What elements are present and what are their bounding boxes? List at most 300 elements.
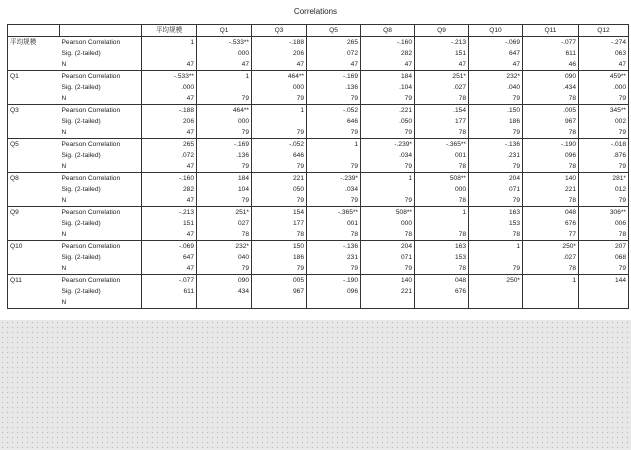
statistic-label: N	[60, 297, 142, 309]
table-cell: 78	[523, 195, 579, 207]
column-header: Q1	[197, 25, 252, 37]
table-row	[8, 161, 629, 173]
table-cell: 163	[469, 207, 523, 219]
table-cell: 072	[307, 48, 361, 59]
table-cell: 47	[252, 59, 307, 71]
row-variable-label: Q1	[8, 71, 60, 83]
table-cell	[523, 297, 579, 309]
statistic-label: Sig. (2-tailed)	[61, 152, 101, 159]
table-cell: 151	[415, 48, 469, 59]
row-variable-label	[8, 218, 60, 229]
table-row	[8, 71, 629, 83]
table-cell: 78	[415, 229, 469, 241]
table-cell: 206	[142, 116, 197, 127]
statistic-label: Sig. (2-tailed)	[61, 254, 101, 261]
table-cell: 79	[469, 263, 523, 275]
table-cell: 79	[469, 93, 523, 105]
table-cell: 250*	[469, 275, 523, 287]
table-cell: 78	[523, 263, 579, 275]
table-cell: .034	[307, 184, 361, 195]
table-row	[8, 127, 629, 139]
row-variable-label: Q9	[8, 207, 60, 219]
table-cell: 048	[415, 275, 469, 287]
table-cell: 611	[142, 286, 197, 297]
table-cell: 79	[579, 195, 629, 207]
table-cell: 508**	[361, 207, 415, 219]
table-cell: 000	[415, 184, 469, 195]
row-variable-label	[8, 59, 60, 71]
table-cell: 1	[307, 139, 361, 151]
table-cell: .034	[361, 150, 415, 161]
table-cell: 78	[307, 229, 361, 241]
statistic-label: Pearson Correlation	[61, 107, 121, 114]
table-cell: 78	[415, 127, 469, 139]
table-cell: .000	[579, 82, 629, 93]
table-cell	[252, 116, 307, 127]
statistic-label: Sig. (2-tailed)	[61, 220, 101, 227]
table-cell: 096	[307, 286, 361, 297]
table-cell: 79	[307, 195, 361, 207]
table-cell: 78	[523, 93, 579, 105]
table-cell: 79	[579, 263, 629, 275]
table-cell: .221	[361, 105, 415, 117]
row-variable-label: Q11	[8, 275, 60, 287]
table-cell: .104	[361, 82, 415, 93]
table-cell	[142, 48, 197, 59]
table-cell: 78	[197, 229, 252, 241]
column-header: 平均规模	[142, 25, 197, 37]
row-variable-label: Q8	[8, 173, 60, 185]
table-cell: 306**	[579, 207, 629, 219]
table-cell: 150	[252, 241, 307, 253]
table-cell: 47	[142, 127, 197, 139]
table-cell: 78	[469, 229, 523, 241]
table-row	[8, 173, 629, 185]
table-cell: 79	[579, 127, 629, 139]
table-cell: 1	[142, 37, 197, 49]
table-cell: 204	[361, 241, 415, 253]
table-cell: -.533**	[142, 71, 197, 83]
statistic-label: N	[60, 229, 142, 241]
table-cell: 78	[523, 127, 579, 139]
table-cell: -.213	[415, 37, 469, 49]
table-cell: 232*	[469, 71, 523, 83]
table-cell: 265	[307, 37, 361, 49]
table-cell: 47	[579, 59, 629, 71]
table-cell: .000	[142, 82, 197, 93]
table-cell: 79	[361, 127, 415, 139]
table-cell: 001	[307, 218, 361, 229]
statistic-label: Sig. (2-tailed)	[61, 84, 101, 91]
table-cell: -.052	[252, 139, 307, 151]
table-cell: 79	[252, 93, 307, 105]
statistic-label: Pearson Correlation	[61, 141, 121, 148]
table-cell: 002	[579, 116, 629, 127]
statistic-label: Sig. (2-tailed)	[61, 288, 101, 295]
table-cell: 071	[361, 252, 415, 263]
table-cell: 47	[197, 59, 252, 71]
table-cell: 012	[579, 184, 629, 195]
table-cell: 000	[252, 82, 307, 93]
table-cell: -.160	[361, 37, 415, 49]
table-cell	[142, 297, 197, 309]
table-cell: 79	[361, 263, 415, 275]
table-cell: 77	[523, 229, 579, 241]
table-cell: -.160	[142, 173, 197, 185]
table-cell: 068	[579, 252, 629, 263]
table-cell: 434	[197, 286, 252, 297]
statistic-label: Pearson Correlation	[61, 243, 121, 250]
table-cell: 459**	[579, 71, 629, 83]
table-cell: 79	[469, 161, 523, 173]
statistic-label: Pearson Correlation	[61, 39, 121, 46]
table-row	[8, 241, 629, 253]
table-cell: 676	[523, 218, 579, 229]
table-cell: .150	[469, 105, 523, 117]
table-cell: -.188	[142, 105, 197, 117]
table-cell: 647	[142, 252, 197, 263]
table-cell: 46	[523, 59, 579, 71]
table-cell: 144	[579, 275, 629, 287]
table-cell: 47	[142, 195, 197, 207]
table-cell: 221	[523, 184, 579, 195]
table-row	[8, 195, 629, 207]
table-cell: 177	[252, 218, 307, 229]
table-cell: 79	[197, 195, 252, 207]
header-row	[8, 25, 629, 37]
table-cell: 464**	[252, 71, 307, 83]
table-row	[8, 207, 629, 219]
table-cell: 221	[361, 286, 415, 297]
statistic-label: N	[60, 263, 142, 275]
table-cell: 232*	[197, 241, 252, 253]
statistic-label: N	[60, 93, 142, 105]
table-cell: 47	[361, 59, 415, 71]
table-cell: 78	[252, 229, 307, 241]
empty-area	[0, 320, 631, 450]
table-cell	[197, 82, 252, 93]
table-cell: 78	[415, 263, 469, 275]
table-cell	[252, 297, 307, 309]
table-cell: .027	[415, 82, 469, 93]
table-cell: -.018	[579, 139, 629, 151]
table-cell	[307, 297, 361, 309]
table-cell	[361, 184, 415, 195]
table-cell	[523, 286, 579, 297]
table-cell: 000	[197, 116, 252, 127]
table-cell: 1	[361, 173, 415, 185]
table-cell: 611	[523, 48, 579, 59]
table-cell: 79	[252, 127, 307, 139]
column-header: Q12	[579, 25, 629, 37]
column-header: Q5	[307, 25, 361, 37]
table-row	[8, 275, 629, 287]
table-cell: 508**	[415, 173, 469, 185]
table-row	[8, 139, 629, 151]
table-cell: 251*	[197, 207, 252, 219]
table-cell: 005	[252, 275, 307, 287]
table-cell: -.190	[523, 139, 579, 151]
row-variable-label	[8, 297, 60, 309]
table-row	[8, 59, 629, 71]
table-cell: 646	[307, 116, 361, 127]
table-cell: 47	[142, 229, 197, 241]
table-cell	[415, 218, 469, 229]
row-variable-label	[8, 252, 60, 263]
table-cell: 001	[415, 150, 469, 161]
table-cell: 184	[361, 71, 415, 83]
statistic-label: Sig. (2-tailed)	[61, 186, 101, 193]
row-variable-label: Q10	[8, 241, 60, 253]
table-cell: 153	[469, 218, 523, 229]
table-cell: 048	[523, 207, 579, 219]
column-header: Q9	[415, 25, 469, 37]
table-cell: -.365**	[415, 139, 469, 151]
table-row	[8, 116, 629, 127]
table-cell: 1	[197, 71, 252, 83]
table-cell: 063	[579, 48, 629, 59]
statistic-label: Sig. (2-tailed)	[61, 118, 101, 125]
table-row	[8, 286, 629, 297]
row-variable-label: Q3	[8, 105, 60, 117]
table-cell: 79	[307, 161, 361, 173]
row-variable-label	[8, 48, 60, 59]
statistic-label: Pearson Correlation	[61, 209, 121, 216]
row-variable-label	[8, 93, 60, 105]
table-cell: 79	[307, 263, 361, 275]
table-cell: -.239*	[361, 139, 415, 151]
table-cell: .040	[469, 82, 523, 93]
table-cell: 47	[142, 59, 197, 71]
table-cell: 79	[252, 161, 307, 173]
table-row	[8, 37, 629, 49]
row-variable-label	[8, 263, 60, 275]
table-cell: 184	[197, 173, 252, 185]
row-variable-label	[8, 286, 60, 297]
table-row	[8, 150, 629, 161]
table-cell: 47	[142, 93, 197, 105]
table-cell	[469, 297, 523, 309]
table-cell: 78	[415, 161, 469, 173]
table-cell	[579, 297, 629, 309]
table-cell: 231	[307, 252, 361, 263]
table-row	[8, 297, 629, 309]
table-cell: -.533**	[197, 37, 252, 49]
statistic-label: N	[60, 195, 142, 207]
statistic-label: N	[60, 161, 142, 173]
statistic-label: N	[60, 59, 142, 71]
table-cell: 104	[197, 184, 252, 195]
row-variable-label	[8, 150, 60, 161]
table-cell: 177	[415, 116, 469, 127]
table-row	[8, 93, 629, 105]
table-cell: 186	[469, 116, 523, 127]
corner-cell	[60, 25, 142, 37]
table-cell: 47	[415, 59, 469, 71]
table-cell: -.069	[469, 37, 523, 49]
table-cell: 154	[252, 207, 307, 219]
row-variable-label	[8, 127, 60, 139]
table-cell: .136	[307, 82, 361, 93]
table-cell	[307, 150, 361, 161]
table-cell: 79	[361, 93, 415, 105]
table-cell: 250*	[523, 241, 579, 253]
table-cell: .072	[142, 150, 197, 161]
table-cell: 207	[579, 241, 629, 253]
table-cell	[415, 297, 469, 309]
table-cell: 221	[252, 173, 307, 185]
table-cell: 79	[579, 93, 629, 105]
table-cell: 78	[415, 93, 469, 105]
table-cell: 967	[252, 286, 307, 297]
table-cell	[361, 297, 415, 309]
statistic-label: Pearson Correlation	[61, 73, 121, 80]
statistic-label: Pearson Correlation	[61, 277, 121, 284]
table-cell: 163	[415, 241, 469, 253]
table-cell: .434	[523, 82, 579, 93]
table-row	[8, 218, 629, 229]
table-cell: 464**	[197, 105, 252, 117]
table-cell: 204	[469, 173, 523, 185]
table-cell: 79	[579, 161, 629, 173]
table-cell: 47	[469, 59, 523, 71]
table-cell: 282	[361, 48, 415, 59]
table-cell: -.365**	[307, 207, 361, 219]
table-cell: 79	[307, 127, 361, 139]
row-variable-label	[8, 161, 60, 173]
table-cell: 967	[523, 116, 579, 127]
table-cell	[469, 252, 523, 263]
row-variable-label: Q5	[8, 139, 60, 151]
row-variable-label	[8, 229, 60, 241]
table-cell: 282	[142, 184, 197, 195]
table-cell: 006	[579, 218, 629, 229]
table-cell: -.052	[307, 105, 361, 117]
table-cell: 1	[415, 207, 469, 219]
table-cell: 47	[142, 161, 197, 173]
table-cell: 79	[197, 263, 252, 275]
table-cell: 140	[523, 173, 579, 185]
table-cell: 79	[361, 195, 415, 207]
table-cell: 251*	[415, 71, 469, 83]
column-header: Q10	[469, 25, 523, 37]
table-cell: -.188	[252, 37, 307, 49]
table-cell: 1	[469, 241, 523, 253]
table-cell: -.136	[307, 241, 361, 253]
row-variable-label	[8, 82, 60, 93]
table-cell: 140	[361, 275, 415, 287]
table-cell: -.169	[307, 71, 361, 83]
table-cell: 79	[197, 93, 252, 105]
table-cell: 79	[252, 195, 307, 207]
row-variable-label	[8, 184, 60, 195]
column-header: Q8	[361, 25, 415, 37]
table-cell: -.169	[197, 139, 252, 151]
table-cell: 79	[252, 263, 307, 275]
table-cell: 000	[361, 218, 415, 229]
correlations-table	[7, 24, 629, 309]
table-cell: .050	[361, 116, 415, 127]
table-cell: 345**	[579, 105, 629, 117]
column-header: Q11	[523, 25, 579, 37]
table-cell: 096	[523, 150, 579, 161]
table-row	[8, 105, 629, 117]
table-cell: 206	[252, 48, 307, 59]
row-variable-label: 平均规模	[8, 37, 60, 49]
table-cell: 1	[252, 105, 307, 117]
statistic-label: Pearson Correlation	[61, 175, 121, 182]
table-cell: 646	[252, 150, 307, 161]
table-cell: 1	[523, 275, 579, 287]
table-cell: 79	[469, 195, 523, 207]
table-row	[8, 82, 629, 93]
table-cell: .231	[469, 150, 523, 161]
table-cell: 78	[415, 195, 469, 207]
table-cell: .876	[579, 150, 629, 161]
statistic-label: N	[60, 127, 142, 139]
table-cell: 47	[142, 263, 197, 275]
table-row	[8, 252, 629, 263]
table-cell: -.213	[142, 207, 197, 219]
table-cell: 79	[307, 93, 361, 105]
table-cell: 000	[197, 48, 252, 59]
table-cell: 79	[469, 127, 523, 139]
table-cell: -.069	[142, 241, 197, 253]
row-variable-label	[8, 195, 60, 207]
table-cell: 78	[523, 161, 579, 173]
table-row	[8, 184, 629, 195]
table-cell: 151	[142, 218, 197, 229]
table-cell: .154	[415, 105, 469, 117]
table-cell: 78	[579, 229, 629, 241]
table-cell: .136	[197, 150, 252, 161]
table-cell: .027	[523, 252, 579, 263]
table-cell: 265	[142, 139, 197, 151]
table-cell: 79	[197, 161, 252, 173]
table-row	[8, 48, 629, 59]
table-cell: 050	[252, 184, 307, 195]
table-cell: 78	[361, 229, 415, 241]
table-cell: -.190	[307, 275, 361, 287]
table-cell: 040	[197, 252, 252, 263]
table-cell: 47	[307, 59, 361, 71]
table-cell: -.239*	[307, 173, 361, 185]
table-cell	[469, 286, 523, 297]
table-cell: 186	[252, 252, 307, 263]
table-cell: -.077	[142, 275, 197, 287]
table-cell: 027	[197, 218, 252, 229]
table-cell: 647	[469, 48, 523, 59]
table-cell: 071	[469, 184, 523, 195]
table-cell	[197, 297, 252, 309]
column-header: Q3	[252, 25, 307, 37]
table-cell: 281*	[579, 173, 629, 185]
row-variable-label	[8, 116, 60, 127]
table-cell: -.077	[523, 37, 579, 49]
table-cell: 153	[415, 252, 469, 263]
table-cell	[579, 286, 629, 297]
table-cell: -.136	[469, 139, 523, 151]
corner-cell	[8, 25, 60, 37]
table-cell: 79	[197, 127, 252, 139]
table-cell: 090	[197, 275, 252, 287]
table-cell: -.274	[579, 37, 629, 49]
table-title: Correlations	[293, 7, 338, 16]
table-row	[8, 229, 629, 241]
table-cell: 676	[415, 286, 469, 297]
table-cell: .005	[523, 105, 579, 117]
table-cell: 090	[523, 71, 579, 83]
